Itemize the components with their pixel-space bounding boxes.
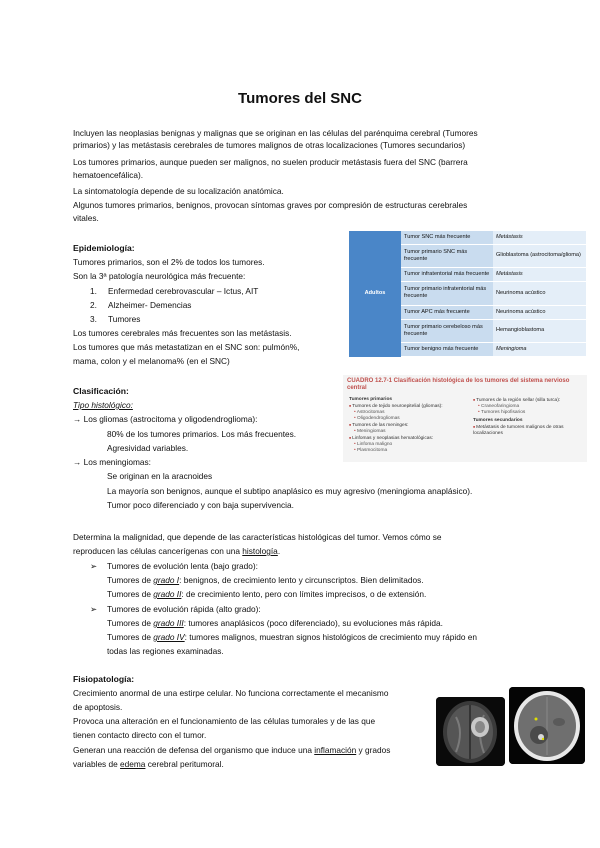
table-cell-label: Tumor SNC más frecuente [401, 231, 493, 244]
grado-line [107, 618, 443, 629]
text-span: : tumores malignos, muestran signos histológicos de crecimiento muy rápido en [184, 632, 478, 642]
page-title: Tumores del SNC [238, 90, 362, 107]
clas-line: 80% de los tumores primarios. Los más frecuentes. [107, 429, 297, 439]
clas-line: Se originan en la aracnoides [107, 471, 213, 481]
text-span: Tumores de [107, 575, 154, 585]
figure-caption: CUADRO 12.7-1 Clasificación histológica de los tumores del sistema nervioso central [347, 378, 570, 391]
grado-line: Tumores de evolución lenta (bajo grado): [107, 561, 258, 571]
clasificacion-heading: Clasificación: [73, 386, 129, 396]
grado-term: grado IV [153, 632, 185, 642]
table-cell-label: Tumor infratentorial más frecuente [401, 268, 493, 282]
text-span: variables de [73, 759, 121, 769]
grado-line [107, 589, 426, 600]
ct-scan-image [509, 687, 585, 764]
figure-item: ■ Linfomas y neoplasias hematológicas: [349, 435, 443, 442]
text-span: . [277, 546, 281, 556]
classification-figure [343, 375, 587, 462]
fisio-line: Crecimiento anormal de una estirpe celular. No funciona correctamente el mecanismo [73, 688, 389, 698]
figure-item: ■ Tumores de la región sellar (silla turca): [473, 397, 583, 404]
grado-line [107, 632, 477, 643]
intro-line: Incluyen las neoplasias benignas y malignas que se originan en las células del parénquima cerebral (Tumores [73, 128, 478, 138]
epi-list-num: 3. [90, 314, 97, 324]
tumor-frequency-table [349, 231, 586, 357]
figure-item: • Meningiomas [349, 429, 443, 435]
text-span: Tumores de [107, 589, 154, 599]
table-cell-label: Tumor benigno más frecuente [401, 343, 493, 357]
table-cell-value: Neurinoma acústico [493, 282, 586, 306]
epi-line: Tumores primarios, son el 2% de todos los tumores. [73, 257, 265, 267]
figure-item: • Plasmocitoma [349, 448, 443, 454]
text-span: : de crecimiento lento, pero con límites imprecisos, o de extensión. [181, 589, 427, 599]
figure-item: ■ Metástasis de tumores malignos de otras localizaciones [473, 424, 583, 437]
intro-line: Algunos tumores primarios, benignos, provocan síntomas graves por compresión de estructuras cerebrales [73, 200, 468, 210]
text-span: Tumores de [107, 618, 154, 628]
epi-list-num: 2. [90, 300, 97, 310]
figure-item: • Astrocitomas [349, 410, 443, 416]
epi-line: mama, colon y el melanoma% (en el SNC) [73, 356, 230, 366]
arrow-bullet-icon: ➢ [90, 561, 97, 571]
text-span: : benignos, de crecimiento lento y circunscriptos. Bien delimitados. [179, 575, 424, 585]
intro-line: vitales. [73, 213, 99, 223]
epi-line: Los tumores que más metastatizan en el SNC son: pulmón%, [73, 342, 300, 352]
edema-link: edema [120, 759, 146, 769]
epi-list-item: Tumores [108, 314, 141, 324]
figure-item: • Oligodendrogliomas [349, 416, 443, 422]
table-row [349, 231, 586, 244]
grado-line: Determina la malignidad, que depende de las características histológicas del tumor. Vemos cómo se [73, 532, 442, 542]
figure-item: ■ Tumores de las meninges: [349, 422, 443, 429]
grado-term: grado I [153, 575, 180, 585]
fisiopatologia-heading: Fisiopatología: [73, 674, 135, 684]
tipo-histologico-subheading: Tipo histológico: [73, 400, 133, 410]
table-cell-label: Tumor primario infratentorial más frecuente [401, 282, 493, 306]
mri-scan-image [436, 697, 505, 766]
figure-item: • Linfoma maligno [349, 442, 443, 448]
text-span: reproducen las células cancerígenas con una [73, 546, 243, 556]
table-cell-value: Glioblastoma (astrocitoma/glioma) [493, 244, 586, 268]
text-span: Tumores de [107, 632, 154, 642]
epi-line: Los tumores cerebrales más frecuentes son las metástasis. [73, 328, 292, 338]
figure-left-column [349, 397, 443, 454]
table-cell-label: Tumor primario SNC más frecuente [401, 244, 493, 268]
intro-line: hematoencefálica). [73, 170, 144, 180]
grado-term: grado III [153, 618, 184, 628]
table-cell-value: Metástasis [493, 268, 586, 282]
fisio-line: de apoptosis. [73, 702, 123, 712]
table-cell-value: Hemangioblastoma [493, 319, 586, 343]
table-cell-value: Neurinoma acústico [493, 305, 586, 319]
figure-item: Tumores primarios [349, 397, 393, 402]
inflamacion-link: inflamación [314, 745, 357, 755]
intro-line: primarios) y las metástasis cerebrales de tumores malignos de otras localizaciones (Tumores secundarios) [73, 140, 466, 150]
grado-line [73, 546, 280, 557]
figure-right-column [473, 397, 583, 437]
table-cell-label: Tumor primario cerebeloso más frecuente [401, 319, 493, 343]
epi-list-item: Enfermedad cerebrovascular – Ictus, AIT [108, 286, 259, 296]
fisio-line: tienen contacto directo con el tumor. [73, 730, 207, 740]
figure-item: • Tumores hipofisarios [473, 410, 583, 416]
text-span: : tumores anaplásicos (poco diferenciado), su evoluciones más rápida. [183, 618, 443, 628]
text-span: cerebral peritumoral. [145, 759, 224, 769]
figure-item: Tumores secundarios [473, 418, 523, 423]
figure-item: ■ Tumores de tejido neuroepitelial (gliomas): [349, 403, 443, 410]
intro-line: Los tumores primarios, aunque pueden ser malignos, no suelen producir metástasis fuera del SNC (barrera [73, 157, 468, 167]
grado-line [107, 575, 424, 586]
intro-line: La sintomatología depende de su localización anatómica. [73, 186, 284, 196]
histologia-link: histología [242, 546, 278, 556]
table-group-label: Adultos [349, 231, 401, 357]
figure-item: • Craneofaringioma [473, 404, 583, 410]
text-span: Generan una reacción de defensa del organismo que induce una [73, 745, 315, 755]
fisio-line [73, 759, 224, 770]
epi-list-num: 1. [90, 286, 97, 296]
grado-line: Tumores de evolución rápida (alto grado): [107, 604, 261, 614]
epi-list-item: Alzheimer- Demencias [108, 300, 192, 310]
epi-line: Son la 3ª patología neurológica más frecuente: [73, 271, 246, 281]
grado-line: todas las regiones examinadas. [107, 646, 224, 656]
clas-line: Tumor poco diferenciado y con baja supervivencia. [107, 500, 294, 510]
text-span: y grados [356, 745, 391, 755]
fisio-line [73, 745, 390, 756]
clas-line: → Los gliomas (astrocitoma y oligodendroglioma): [73, 414, 258, 424]
table-cell-value: Metástasis [493, 231, 586, 244]
table-cell-label: Tumor APC más frecuente [401, 305, 493, 319]
epidemiologia-heading: Epidemiología: [73, 243, 135, 253]
table-cell-value: Meningioma [493, 343, 586, 357]
clas-line: Agresividad variables. [107, 443, 189, 453]
fisio-line: Provoca una alteración en el funcionamiento de las células tumorales y de las que [73, 716, 376, 726]
clas-line: → Los meningiomas: [73, 457, 151, 467]
arrow-bullet-icon: ➢ [90, 604, 97, 614]
grado-term: grado II [153, 589, 182, 599]
clas-line: La mayoría son benignos, aunque el subtipo anaplásico es muy agresivo (meningioma anaplásico). [107, 486, 473, 496]
